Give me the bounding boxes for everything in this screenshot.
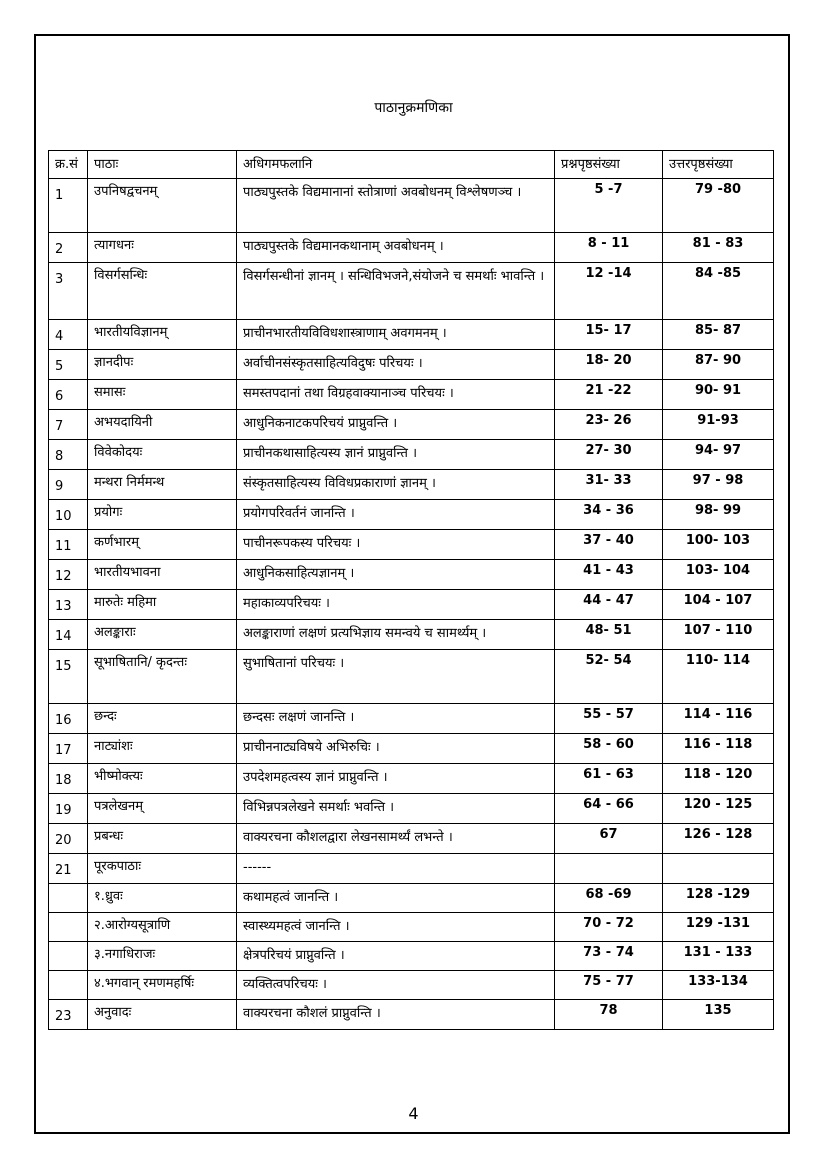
table-row: [49, 971, 774, 1000]
row-lesson-name: २.आरोग्यसूत्राणि: [88, 913, 237, 942]
row-question-pages: 37 - 40: [555, 530, 663, 560]
row-serial-number: [49, 942, 88, 971]
row-lesson-name: प्रयोगः: [88, 500, 237, 530]
row-lesson-name: पूरकपाठाः: [88, 854, 237, 884]
row-answer-pages: 116 - 118: [663, 734, 774, 764]
row-answer-pages: 85- 87: [663, 320, 774, 350]
header-answer-pages: उत्तरपृष्ठसंख्या: [663, 151, 774, 179]
table-row: [49, 470, 774, 500]
row-lesson-name: भारतीयविज्ञानम्: [88, 320, 237, 350]
table-row: [49, 440, 774, 470]
row-question-pages: 5 -7: [555, 179, 663, 233]
row-answer-pages: 128 -129: [663, 884, 774, 913]
row-answer-pages: 110- 114: [663, 650, 774, 704]
row-objective: पाठ्यपुस्तके विद्यमानानां स्तोत्राणां अवबोधनम् विश्लेषणञ्च ।: [237, 179, 555, 233]
row-lesson-name: सूभाषितानि/ कृदन्तः: [88, 650, 237, 704]
row-answer-pages: 97 - 98: [663, 470, 774, 500]
row-lesson-name: कर्णभारम्: [88, 530, 237, 560]
row-question-pages: 61 - 63: [555, 764, 663, 794]
row-serial-number: 12: [49, 560, 88, 590]
row-lesson-name: मारुतेः महिमा: [88, 590, 237, 620]
row-question-pages: 73 - 74: [555, 942, 663, 971]
row-objective: क्षेत्रपरिचयं प्राप्नुवन्ति ।: [237, 942, 555, 971]
row-question-pages: 55 - 57: [555, 704, 663, 734]
row-objective: कथामहत्वं जानन्ति ।: [237, 884, 555, 913]
row-lesson-name: समासः: [88, 380, 237, 410]
table-row: [49, 913, 774, 942]
table-row: [49, 560, 774, 590]
table-row: [49, 380, 774, 410]
row-lesson-name: छन्दः: [88, 704, 237, 734]
row-answer-pages: 126 - 128: [663, 824, 774, 854]
row-serial-number: 2: [49, 233, 88, 263]
row-question-pages: 44 - 47: [555, 590, 663, 620]
row-serial-number: 13: [49, 590, 88, 620]
row-objective: स्वास्थ्यमहत्वं जानन्ति ।: [237, 913, 555, 942]
row-lesson-name: नाट्यांशः: [88, 734, 237, 764]
row-serial-number: 14: [49, 620, 88, 650]
row-lesson-name: भीष्मोक्त्यः: [88, 764, 237, 794]
row-question-pages: 67: [555, 824, 663, 854]
row-objective: प्रयोगपरिवर्तनं जानन्ति ।: [237, 500, 555, 530]
row-answer-pages: 120 - 125: [663, 794, 774, 824]
row-serial-number: 1: [49, 179, 88, 233]
row-objective: आधुनिकसाहित्यज्ञानम् ।: [237, 560, 555, 590]
page-title: पाठानुक्रमणिका: [374, 100, 453, 116]
page-number: 4: [408, 1104, 419, 1123]
row-answer-pages: [663, 854, 774, 884]
table-row: [49, 704, 774, 734]
row-objective: ------: [237, 854, 555, 884]
table-row: [49, 884, 774, 913]
row-lesson-name: उपनिषद्वचनम्: [88, 179, 237, 233]
row-objective: वाक्यरचना कौशलद्वारा लेखनसामर्थ्यं लभन्ते ।: [237, 824, 555, 854]
row-objective: समस्तपदानां तथा विग्रहवाक्यानाञ्च परिचयः ।: [237, 380, 555, 410]
table-row: [49, 233, 774, 263]
row-question-pages: 58 - 60: [555, 734, 663, 764]
table-row: [49, 620, 774, 650]
table-row: [49, 650, 774, 704]
row-answer-pages: 107 - 110: [663, 620, 774, 650]
row-question-pages: [555, 854, 663, 884]
row-objective: सुभाषितानां परिचयः ।: [237, 650, 555, 704]
row-serial-number: 8: [49, 440, 88, 470]
row-answer-pages: 94- 97: [663, 440, 774, 470]
row-objective: महाकाव्यपरिचयः ।: [237, 590, 555, 620]
row-objective: अलङ्काराणां लक्षणं प्रत्यभिज्ञाय समन्वये च सामर्थ्यम् ।: [237, 620, 555, 650]
row-objective: उपदेशमहत्वस्य ज्ञानं प्राप्नुवन्ति ।: [237, 764, 555, 794]
header-lesson: पाठाः: [88, 151, 237, 179]
row-serial-number: 18: [49, 764, 88, 794]
row-objective: आधुनिकनाटकपरिचयं प्राप्नुवन्ति ।: [237, 410, 555, 440]
table-row: [49, 500, 774, 530]
table-row: [49, 942, 774, 971]
row-objective: प्राचीनभारतीयविविधशास्त्राणाम् अवगमनम् ।: [237, 320, 555, 350]
row-lesson-name: ४.भगवान् रमणमहर्षिः: [88, 971, 237, 1000]
table-row: [49, 734, 774, 764]
row-question-pages: 12 -14: [555, 263, 663, 320]
table-row: [49, 410, 774, 440]
table-row: [49, 824, 774, 854]
row-lesson-name: ज्ञानदीपः: [88, 350, 237, 380]
row-objective: विसर्गसन्धीनां ज्ञानम् । सन्धिविभजने,संयोजने च समर्थाः भावन्ति ।: [237, 263, 555, 320]
row-answer-pages: 81 - 83: [663, 233, 774, 263]
row-objective: व्यक्तित्वपरिचयः ।: [237, 971, 555, 1000]
row-lesson-name: मन्थरा निर्ममन्थ: [88, 470, 237, 500]
row-lesson-name: पत्रलेखनम्: [88, 794, 237, 824]
header-row: [49, 151, 774, 179]
row-serial-number: 11: [49, 530, 88, 560]
row-answer-pages: 114 - 116: [663, 704, 774, 734]
row-serial-number: 3: [49, 263, 88, 320]
row-objective: वाक्यरचना कौशलं प्राप्नुवन्ति ।: [237, 1000, 555, 1030]
table-row: [49, 263, 774, 320]
row-lesson-name: ३.नगाधिराजः: [88, 942, 237, 971]
row-lesson-name: विसर्गसन्धिः: [88, 263, 237, 320]
row-objective: पाठ्यपुस्तके विद्यमानकथानाम् अवबोधनम् ।: [237, 233, 555, 263]
row-serial-number: [49, 884, 88, 913]
row-lesson-name: विवेकोदयः: [88, 440, 237, 470]
row-answer-pages: 133-134: [663, 971, 774, 1000]
row-serial-number: 17: [49, 734, 88, 764]
row-serial-number: 21: [49, 854, 88, 884]
row-lesson-name: अभयदायिनी: [88, 410, 237, 440]
row-objective: प्राचीननाट्यविषये अभिरुचिः ।: [237, 734, 555, 764]
header-sn: क्र.सं: [49, 151, 88, 179]
row-lesson-name: अलङ्काराः: [88, 620, 237, 650]
table-row: [49, 794, 774, 824]
table-row: [49, 320, 774, 350]
row-lesson-name: त्यागधनः: [88, 233, 237, 263]
table-row: [49, 350, 774, 380]
row-question-pages: 64 - 66: [555, 794, 663, 824]
row-question-pages: 48- 51: [555, 620, 663, 650]
row-question-pages: 8 - 11: [555, 233, 663, 263]
row-serial-number: [49, 971, 88, 1000]
row-question-pages: 21 -22: [555, 380, 663, 410]
row-question-pages: 78: [555, 1000, 663, 1030]
row-question-pages: 52- 54: [555, 650, 663, 704]
table-row: [49, 590, 774, 620]
row-objective: पाचीनरूपकस्य परिचयः ।: [237, 530, 555, 560]
row-answer-pages: 118 - 120: [663, 764, 774, 794]
table-row: [49, 854, 774, 884]
row-objective: संस्कृतसाहित्यस्य विविधप्रकाराणां ज्ञानम् ।: [237, 470, 555, 500]
row-answer-pages: 104 - 107: [663, 590, 774, 620]
row-answer-pages: 84 -85: [663, 263, 774, 320]
table-row: [49, 764, 774, 794]
row-answer-pages: 129 -131: [663, 913, 774, 942]
row-serial-number: 20: [49, 824, 88, 854]
row-question-pages: 31- 33: [555, 470, 663, 500]
header-question-pages: प्रश्नपृष्ठसंख्या: [555, 151, 663, 179]
row-answer-pages: 87- 90: [663, 350, 774, 380]
row-question-pages: 41 - 43: [555, 560, 663, 590]
row-answer-pages: 90- 91: [663, 380, 774, 410]
row-objective: छन्दसः लक्षणं जानन्ति ।: [237, 704, 555, 734]
row-question-pages: 15- 17: [555, 320, 663, 350]
row-lesson-name: १.ध्रुवः: [88, 884, 237, 913]
table-row: [49, 179, 774, 233]
row-answer-pages: 135: [663, 1000, 774, 1030]
row-serial-number: [49, 913, 88, 942]
row-answer-pages: 100- 103: [663, 530, 774, 560]
table-row: [49, 1000, 774, 1030]
row-serial-number: 19: [49, 794, 88, 824]
row-objective: प्राचीनकथासाहित्यस्य ज्ञानं प्राप्नुवन्ति ।: [237, 440, 555, 470]
row-question-pages: 34 - 36: [555, 500, 663, 530]
row-serial-number: 6: [49, 380, 88, 410]
row-lesson-name: भारतीयभावना: [88, 560, 237, 590]
row-answer-pages: 98- 99: [663, 500, 774, 530]
row-objective: विभिन्नपत्रलेखने समर्थाः भवन्ति ।: [237, 794, 555, 824]
row-answer-pages: 131 - 133: [663, 942, 774, 971]
row-answer-pages: 79 -80: [663, 179, 774, 233]
row-serial-number: 23: [49, 1000, 88, 1030]
row-lesson-name: अनुवादः: [88, 1000, 237, 1030]
row-serial-number: 7: [49, 410, 88, 440]
row-answer-pages: 103- 104: [663, 560, 774, 590]
row-question-pages: 68 -69: [555, 884, 663, 913]
row-serial-number: 5: [49, 350, 88, 380]
row-serial-number: 10: [49, 500, 88, 530]
row-question-pages: 75 - 77: [555, 971, 663, 1000]
header-objectives: अधिगमफलानि: [237, 151, 555, 179]
row-serial-number: 15: [49, 650, 88, 704]
row-objective: अर्वाचीनसंस्कृतसाहित्यविदुषः परिचयः ।: [237, 350, 555, 380]
row-serial-number: 4: [49, 320, 88, 350]
row-question-pages: 70 - 72: [555, 913, 663, 942]
row-serial-number: 9: [49, 470, 88, 500]
row-question-pages: 18- 20: [555, 350, 663, 380]
row-serial-number: 16: [49, 704, 88, 734]
row-lesson-name: प्रबन्धः: [88, 824, 237, 854]
row-question-pages: 23- 26: [555, 410, 663, 440]
row-question-pages: 27- 30: [555, 440, 663, 470]
row-answer-pages: 91-93: [663, 410, 774, 440]
contents-table: [48, 150, 774, 1030]
table-row: [49, 530, 774, 560]
